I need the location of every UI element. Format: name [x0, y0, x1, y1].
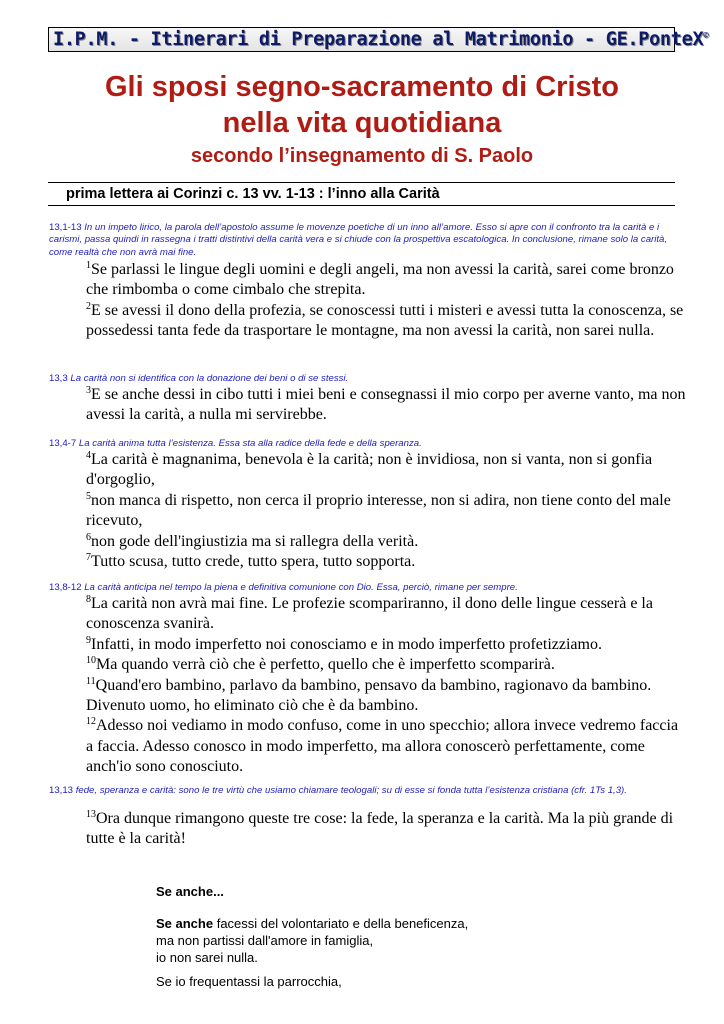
verse-text: non manca di rispetto, non cerca il proprio interesse, non si adira, non tiene conto del male ricevuto,	[86, 491, 671, 530]
verse-number: 7	[86, 552, 91, 564]
commentary-ref: 13,1-13	[49, 222, 82, 233]
verse-text: Ora dunque rimangono queste tre cose: la fede, la speranza e la carità. Ma la più grande di tutte è la carità!	[86, 810, 674, 848]
poem-heading: Se anche...	[156, 884, 224, 899]
verse-number: 3	[86, 385, 91, 396]
verse	[86, 594, 686, 635]
page-title-line-2: nella vita quotidiana	[222, 107, 502, 139]
verse	[86, 809, 686, 850]
poem-line	[156, 915, 676, 932]
verse-number: 6	[86, 531, 91, 543]
poem-body	[156, 915, 676, 966]
verse-group	[86, 809, 686, 850]
verse-number: 11	[86, 675, 96, 687]
verse	[86, 301, 686, 342]
poem-line: io non sarei nulla.	[156, 950, 258, 965]
verse-group	[86, 594, 686, 778]
commentary-text: fede, speranza e carità: sono le tre virtù che usiamo chiamare teologali; su di esse si fonda tutta l’esistenza cristiana (cfr. 1Ts 1,3).	[75, 785, 627, 796]
verse-text: Se parlassi le lingue degli uomini e degli angeli, ma non avessi la carità, sarei come bronzo che rimbomba o come cimbalo che strepita.	[86, 261, 674, 299]
poem-line: ma non partissi dall'amore in famiglia,	[156, 933, 374, 948]
banner-text: I.P.M. - Itinerari di Preparazione al Matrimonio - GE.PonteX	[53, 29, 704, 50]
verse-number: 4	[86, 450, 91, 461]
commentary-ref: 13,13	[49, 785, 74, 796]
commentary-note	[49, 785, 675, 797]
commentary-note	[49, 373, 675, 385]
verse	[86, 260, 686, 301]
verse-number: 12	[86, 716, 96, 728]
verse-number: 13	[86, 809, 96, 820]
verse	[86, 552, 686, 572]
verse	[86, 450, 686, 491]
verse	[86, 491, 686, 532]
poem-lead: Se anche	[156, 916, 214, 931]
commentary-note	[49, 438, 675, 450]
section-rule-bottom	[48, 205, 675, 206]
verse-text: non gode dell'ingiustizia ma si rallegra della verità.	[91, 532, 419, 550]
commentary-ref: 13,3	[49, 373, 68, 384]
verse-text: La carità non avrà mai fine. Le profezie scompariranno, il dono delle lingue cesserà e la conoscenza svanirà.	[86, 595, 653, 633]
verse-text: Quand'ero bambino, parlavo da bambino, pensavo da bambino, ragionavo da bambino. Divenuto uomo, ho eliminato ciò che è da bambino.	[86, 676, 652, 715]
verse	[86, 676, 686, 717]
poem-line: Se io frequentassi la parrocchia,	[156, 974, 342, 989]
banner-copyright: ©	[703, 30, 709, 41]
verse-number: 9	[86, 634, 91, 646]
verse-text: Adesso noi vediamo in modo confuso, come in uno specchio; allora invece vedremo faccia a faccia. Adesso conosco in modo imperfetto, ma allora conoscerò perfettamente, come anch'io sono conosciuto.	[86, 717, 679, 776]
commentary-ref: 13,4-7	[49, 438, 77, 449]
verse	[86, 385, 686, 426]
commentary-text: La carità anima tutta l’esistenza. Essa sta alla radice della fede e della speranza.	[78, 438, 422, 449]
commentary-text: La carità anticipa nel tempo la piena e definitiva comunione con Dio. Essa, perciò, rimane per sempre.	[84, 582, 518, 593]
commentary-text: In un impeto lirico, la parola dell’apostolo assume le movenze poetiche di un inno all’amore. Esso si apre con il confronto tra la carità e i carismi, passa quindi in rassegna i tratti distintivi della carità vera e si chiude con la prospettiva escatologica. In conclusione, rimane solo la carità, come realtà che non avrà mai fine.	[49, 222, 668, 258]
header-banner	[48, 27, 709, 52]
commentary-note	[49, 222, 675, 259]
verse-group	[86, 385, 686, 426]
verse-text: Tutto scusa, tutto crede, tutto spera, tutto sopporta.	[91, 553, 416, 571]
verse-text: Ma quando verrà ciò che è perfetto, quello che è imperfetto scomparirà.	[96, 656, 555, 674]
verse	[86, 655, 686, 675]
verse-text: E se avessi il dono della profezia, se conoscessi tutti i misteri e avessi tutta la conoscenza, se possedessi tanta fede da trasportare le montagne, ma non avessi la carità, non sarei nulla.	[86, 301, 684, 340]
commentary-note	[49, 582, 675, 594]
poem-line-text: facessi del volontariato e della beneficenza,	[216, 916, 469, 931]
verse-number: 5	[86, 490, 91, 502]
verse-number: 1	[86, 260, 91, 271]
commentary-ref: 13,8-12	[49, 582, 82, 593]
verse-group	[86, 260, 686, 342]
verse	[86, 635, 686, 655]
page-subtitle: secondo l’insegnamento di S. Paolo	[190, 145, 534, 167]
section-heading: prima lettera ai Corinzi c. 13 vv. 1-13 : l’inno alla Carità	[66, 186, 440, 202]
verse-group	[86, 450, 686, 572]
verse-number: 2	[86, 300, 91, 312]
page-title-line-1: Gli sposi segno-sacramento di Cristo	[104, 71, 620, 103]
verse-text: Infatti, in modo imperfetto noi conosciamo e in modo imperfetto profetizziamo.	[91, 635, 602, 653]
verse-number: 10	[86, 655, 96, 667]
commentary-text: La carità non si identifica con la donazione dei beni o di se stessi.	[70, 373, 349, 384]
verse	[86, 716, 686, 777]
verse-number: 8	[86, 594, 91, 605]
poem-body-continued	[156, 973, 676, 990]
verse	[86, 532, 686, 552]
verse-text: La carità è magnanima, benevola è la carità; non è invidiosa, non si vanta, non si gonfia d'orgoglio,	[86, 451, 653, 489]
verse-text: E se anche dessi in cibo tutti i miei beni e consegnassi il mio corpo per averne vanto, ma non avessi la carità, a nulla mi servirebbe.	[86, 386, 686, 424]
